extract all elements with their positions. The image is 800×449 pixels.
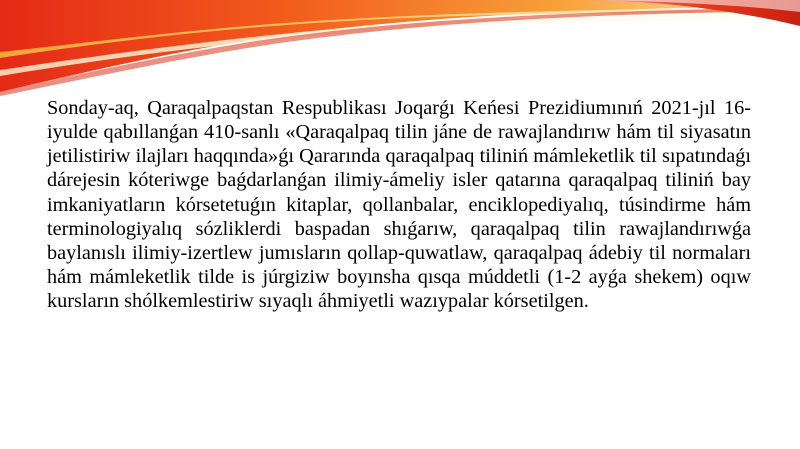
body-paragraph: Sonday-aq, Qaraqalpaqstan Respublikası Joqarǵı Keńesi Prezidiumınıń 2021-jıl 16-iyulde qabıllanǵan 410-sanlı «Qaraqalpaq tilin jáne de rawajlandırıw hám til siyasatın jetilistiriw ilajları haqqında»ǵı Qararında qaraqalpaq tiliniń mámleketlik til sıpatındaǵı dárejesin kóteriwge baǵdarlanǵan ilimiy-ámeliy isler qatarına qaraqalpaq tiliniń bay imkaniyatların kórsetetuǵın kitaplar, qollanbalar, enciklopediyalıq, túsindirme hám terminologiyalıq sózliklerdi baspadan shıǵarıw, qaraqalpaq tilin rawajlandırıwǵa baylanıslı ilimiy-izertlew jumısların qollap-quwatlaw, qaraqalpaq ádebiy til normaları hám mámleketlik tilde is júrgiziw boyınsha qısqa múddetli (1-2 ayǵa shekem) oqıw kursların shólkemlestiriw sıyaqlı áhmiyetli wazıypalar kórsetilgen. [47,97,751,313]
decorative-banner [0,0,800,100]
